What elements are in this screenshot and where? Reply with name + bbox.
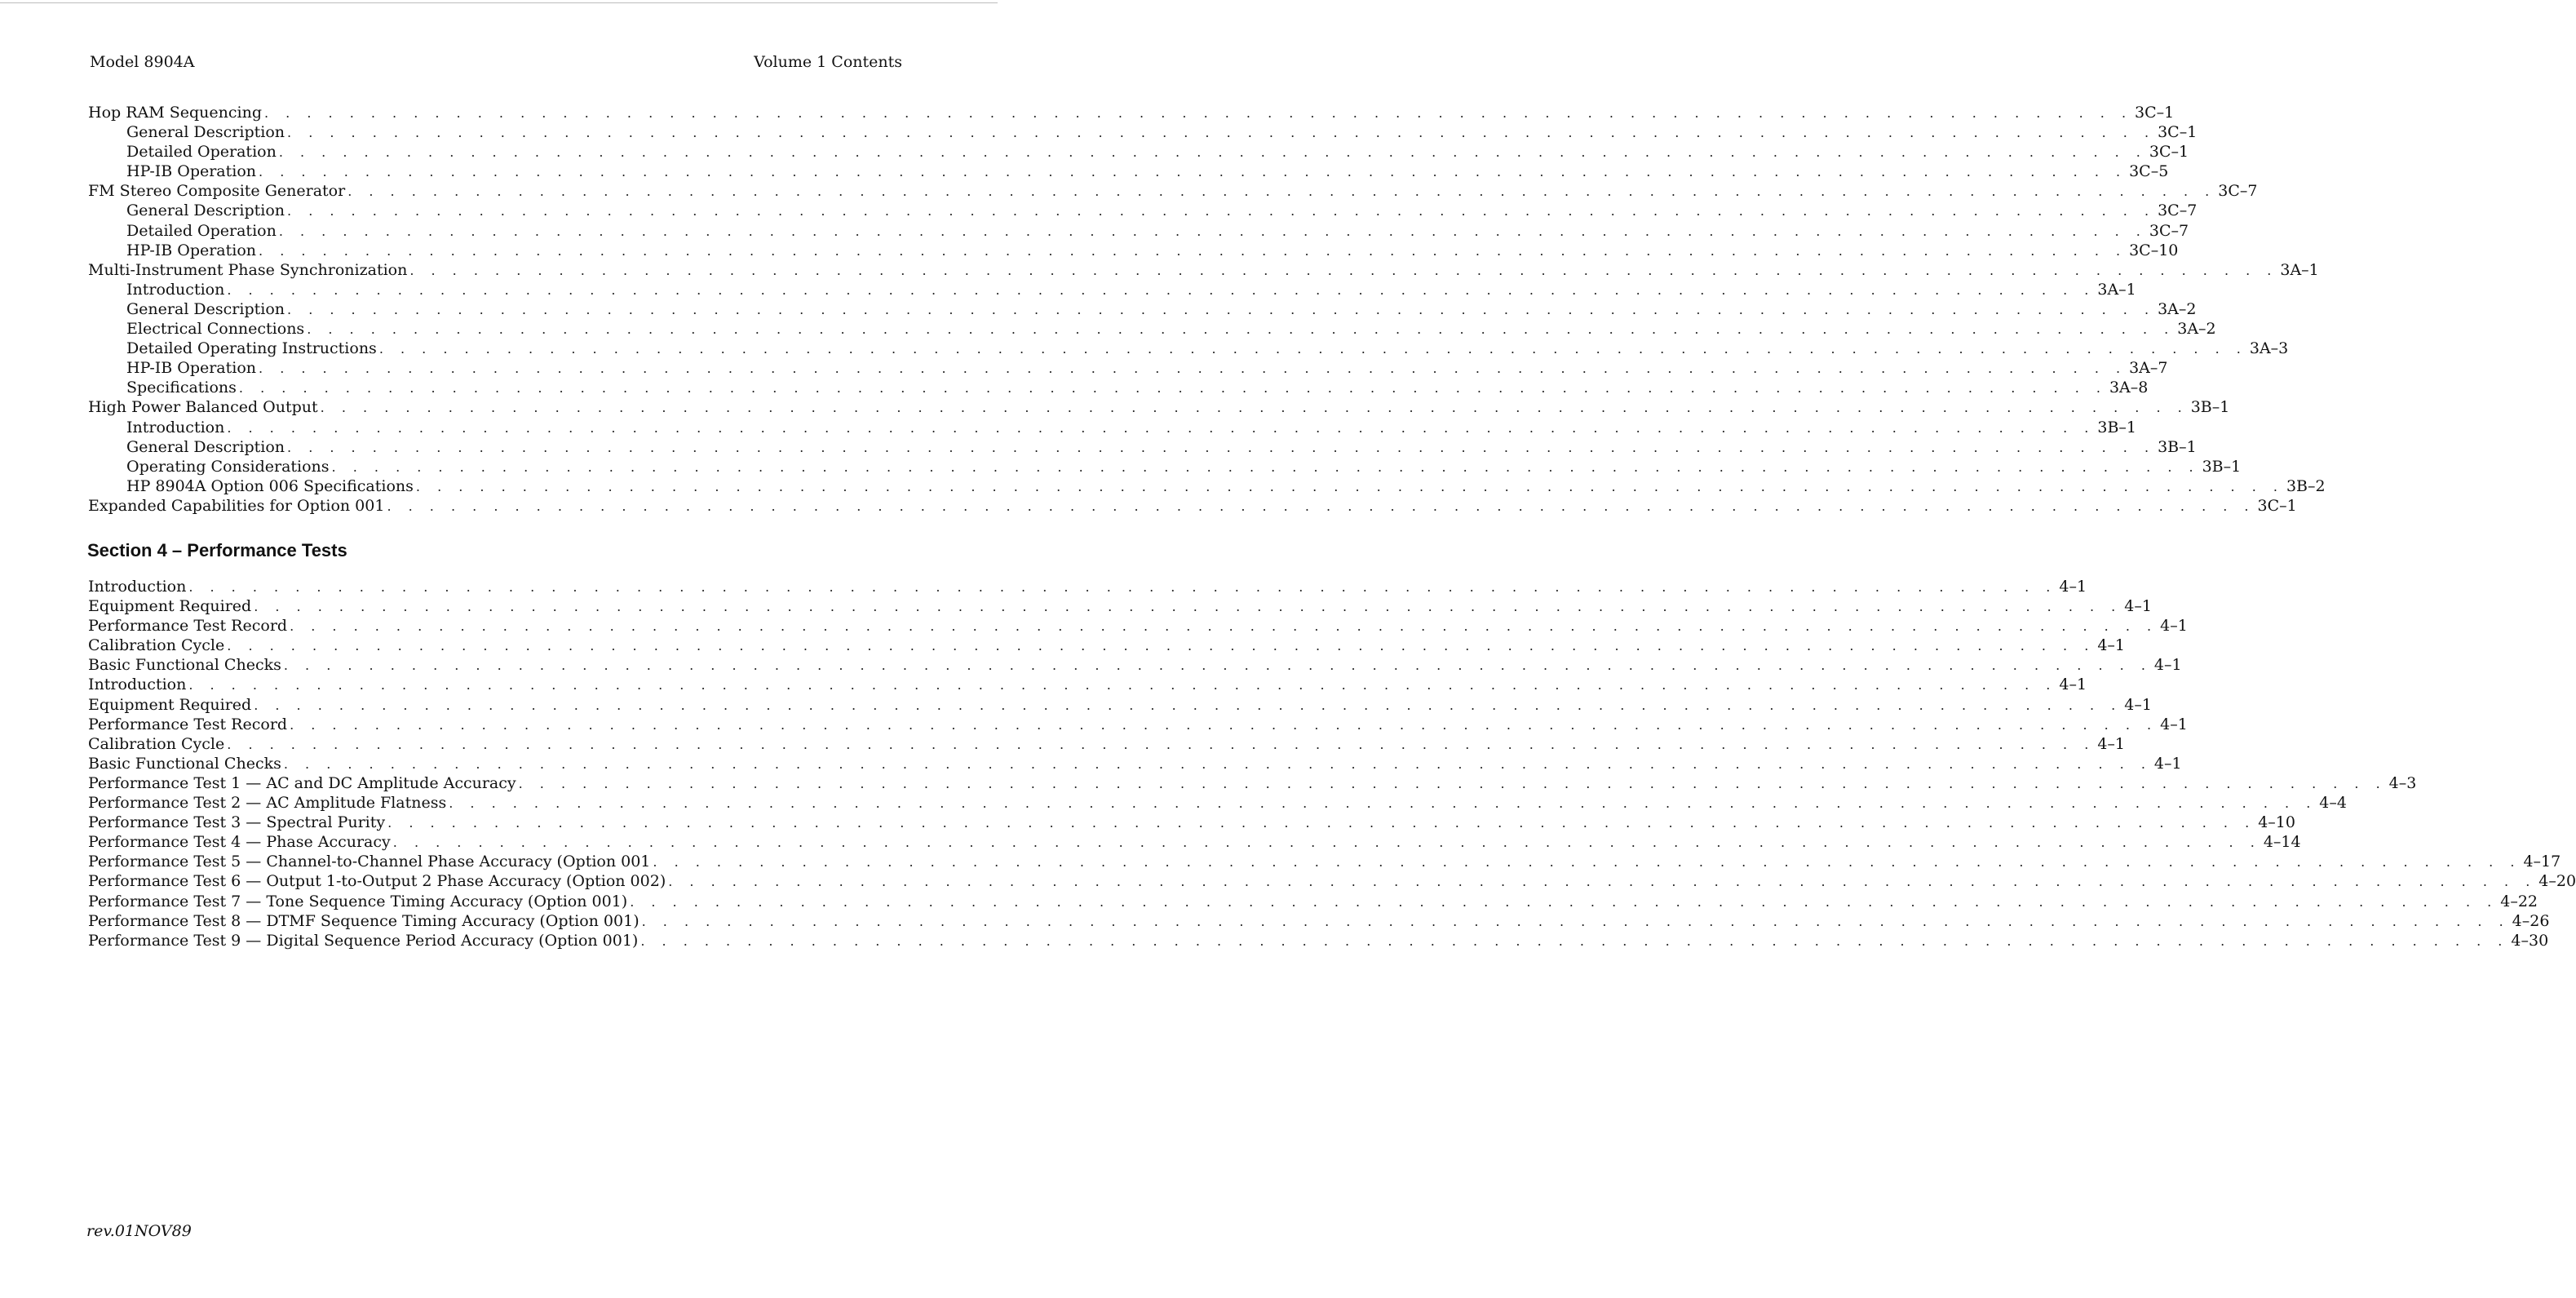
- toc-entry-page: 4–1: [2160, 715, 2188, 733]
- toc-entry[interactable]: [88, 103, 2175, 122]
- toc-entry-page: 3A–2: [2158, 299, 2197, 318]
- toc-entry-page: 3C–1: [2149, 143, 2189, 162]
- toc-entry-title: Operating Considerations: [126, 457, 330, 476]
- toc-entry-page: 3A–3: [2249, 339, 2289, 358]
- leader-dots: . . . . . . . . . . . . . . . . . . . . . . . . . . . . . . . . . . . . . . . . . . . . . . . . . . . . . . . . . . . . . . . . . . . . . . . . . . . . . . . . . . . . . . . .: [640, 933, 2509, 949]
- leader-dots: . . . . . . . . . . . . . . . . . . . . . . . . . . . . . . . . . . . . . . . . . . . . . . . . . . . . . . . . . . . . . . . . . . . . . . . . . . . . . . . . . . . . . . . .: [387, 498, 2255, 514]
- toc-entry[interactable]: [88, 931, 2549, 950]
- section-4-toc-list: [88, 577, 2576, 950]
- toc-entry-title: Equipment Required: [88, 597, 252, 616]
- leader-dots: . . . . . . . . . . . . . . . . . . . . . . . . . . . . . . . . . . . . . . . . . . . . . . . . . . . . . . . . . . . . . . . . . . . . . . . . . . . . . . . . . . . . . . . .: [387, 815, 2256, 831]
- toc-entry-title: Calibration Cycle: [88, 636, 225, 655]
- leader-dots: . . . . . . . . . . . . . . . . . . . . . . . . . . . . . . . . . . . . . . . . . . . . . . . . . . . . . . . . . . . . . . . . . . . . . . . . . . . . . . . . . . . . . . . .: [227, 638, 2096, 654]
- leader-dots: . . . . . . . . . . . . . . . . . . . . . . . . . . . . . . . . . . . . . . . . . . . . . . . . . . . . . . . . . . . . . . . . . . . . . . . . . . . . . . . . . . . . . . . .: [227, 281, 2096, 298]
- toc-entry[interactable]: [88, 754, 2182, 773]
- toc-entry[interactable]: [88, 378, 2149, 397]
- toc-entry[interactable]: [88, 675, 2087, 694]
- toc-entry-page: 4–1: [2160, 617, 2188, 636]
- toc-entry-title: Performance Test 2 — AC Amplitude Flatness: [88, 794, 447, 813]
- toc-entry-title: Expanded Capabilities for Option 001: [88, 496, 385, 515]
- section-4-heading: Section 4 – Performance Tests: [87, 540, 347, 560]
- leader-dots: . . . . . . . . . . . . . . . . . . . . . . . . . . . . . . . . . . . . . . . . . . . . . . . . . . . . . . . . . . . . . . . . . . . . . . . . . . . . . . . . . . . . . . . .: [320, 400, 2189, 416]
- toc-entry[interactable]: [88, 319, 2216, 339]
- toc-entry-title: Introduction: [126, 280, 225, 299]
- leader-dots: . . . . . . . . . . . . . . . . . . . . . . . . . . . . . . . . . . . . . . . . . . . . . . . . . . . . . . . . . . . . . . . . . . . . . . . . . . . . . . . . . . . . . . . .: [238, 380, 2107, 396]
- toc-entry[interactable]: [88, 201, 2198, 220]
- toc-entry-page: 4–22: [2500, 892, 2538, 910]
- toc-entry-page: 4–1: [2059, 578, 2087, 596]
- toc-entry[interactable]: [88, 122, 2198, 142]
- leader-dots: . . . . . . . . . . . . . . . . . . . . . . . . . . . . . . . . . . . . . . . . . . . . . . . . . . . . . . . . . . . . . . . . . . . . . . . . . . . . . . . . . . . . . . . .: [227, 736, 2096, 752]
- toc-entry-title: Specifications: [126, 379, 237, 397]
- toc-entry-title: General Description: [126, 299, 285, 318]
- toc-entry-title: Performance Test 5 — Channel-to-Channel Phase Accuracy (Option 001: [88, 853, 651, 871]
- leader-dots: . . . . . . . . . . . . . . . . . . . . . . . . . . . . . . . . . . . . . . . . . . . . . . . . . . . . . . . . . . . . . . . . . . . . . . . . . . . . . . . . . . . . . . . .: [254, 697, 2122, 713]
- leader-dots: . . . . . . . . . . . . . . . . . . . . . . . . . . . . . . . . . . . . . . . . . . . . . . . . . . . . . . . . . . . . . . . . . . . . . . . . . . . . . . . . . . . . . . . .: [264, 105, 2133, 121]
- toc-entry-title: Performance Test 9 — Digital Sequence Period Accuracy (Option 001): [88, 931, 639, 950]
- leader-dots: . . . . . . . . . . . . . . . . . . . . . . . . . . . . . . . . . . . . . . . . . . . . . . . . . . . . . . . . . . . . . . . . . . . . . . . . . . . . . . . . . . . . . . . .: [259, 164, 2127, 180]
- header-model: Model 8904A: [90, 53, 195, 71]
- toc-entry[interactable]: [88, 496, 2297, 516]
- toc-entry[interactable]: [88, 616, 2188, 636]
- toc-entry-page: 4–4: [2319, 794, 2347, 813]
- toc-entry[interactable]: [88, 734, 2125, 754]
- toc-entry-title: Calibration Cycle: [88, 734, 225, 753]
- toc-entry-title: Multi-Instrument Phase Synchronization: [88, 260, 408, 279]
- toc-entry[interactable]: [88, 221, 2189, 241]
- toc-entry-title: Introduction: [88, 676, 187, 694]
- toc-entry[interactable]: [88, 715, 2188, 734]
- toc-entry-title: Introduction: [88, 578, 187, 596]
- leader-dots: . . . . . . . . . . . . . . . . . . . . . . . . . . . . . . . . . . . . . . . . . . . . . . . . . . . . . . . . . . . . . . . . . . . . . . . . . . . . . . . . . . . . . . . .: [630, 893, 2499, 910]
- toc-entry-page: 4–20: [2538, 872, 2576, 891]
- leader-dots: . . . . . . . . . . . . . . . . . . . . . . . . . . . . . . . . . . . . . . . . . . . . . . . . . . . . . . . . . . . . . . . . . . . . . . . . . . . . . . . . . . . . . . . .: [287, 301, 2156, 317]
- toc-entry-title: HP-IB Operation: [126, 241, 257, 259]
- leader-dots: . . . . . . . . . . . . . . . . . . . . . . . . . . . . . . . . . . . . . . . . . . . . . . . . . . . . . . . . . . . . . . . . . . . . . . . . . . . . . . . . . . . . . . . .: [378, 341, 2247, 357]
- toc-entry[interactable]: [88, 892, 2538, 911]
- toc-entry[interactable]: [88, 655, 2182, 675]
- leader-dots: . . . . . . . . . . . . . . . . . . . . . . . . . . . . . . . . . . . . . . . . . . . . . . . . . . . . . . . . . . . . . . . . . . . . . . . . . . . . . . . . . . . . . . . .: [392, 835, 2261, 851]
- toc-entry-page: 3A–1: [2280, 260, 2319, 279]
- leader-dots: . . . . . . . . . . . . . . . . . . . . . . . . . . . . . . . . . . . . . . . . . . . . . . . . . . . . . . . . . . . . . . . . . . . . . . . . . . . . . . . . . . . . . . . .: [278, 144, 2147, 161]
- toc-entry[interactable]: [88, 577, 2087, 596]
- toc-entry-page: 3B–1: [2097, 418, 2137, 436]
- leader-dots: . . . . . . . . . . . . . . . . . . . . . . . . . . . . . . . . . . . . . . . . . . . . . . . . . . . . . . . . . . . . . . . . . . . . . . . . . . . . . . . . . . . . . . . .: [227, 419, 2096, 436]
- leader-dots: . . . . . . . . . . . . . . . . . . . . . . . . . . . . . . . . . . . . . . . . . . . . . . . . . . . . . . . . . . . . . . . . . . . . . . . . . . . . . . . . . . . . . . . .: [518, 775, 2387, 791]
- toc-entry-page: 4–1: [2124, 597, 2152, 616]
- toc-entry-page: 4–1: [2153, 656, 2182, 675]
- toc-entry[interactable]: [88, 636, 2125, 655]
- toc-entry-title: Electrical Connections: [126, 320, 305, 339]
- toc-entry-title: General Description: [126, 437, 285, 456]
- toc-entry-title: Detailed Operating Instructions: [126, 339, 377, 358]
- leader-dots: . . . . . . . . . . . . . . . . . . . . . . . . . . . . . . . . . . . . . . . . . . . . . . . . . . . . . . . . . . . . . . . . . . . . . . . . . . . . . . . . . . . . . . . .: [653, 854, 2521, 871]
- toc-entry-title: Hop RAM Sequencing: [88, 104, 262, 122]
- toc-continued-list: [88, 103, 2326, 516]
- toc-entry[interactable]: [88, 142, 2189, 162]
- leader-dots: . . . . . . . . . . . . . . . . . . . . . . . . . . . . . . . . . . . . . . . . . . . . . . . . . . . . . . . . . . . . . . . . . . . . . . . . . . . . . . . . . . . . . . . .: [347, 184, 2216, 200]
- toc-entry-page: 4–30: [2511, 931, 2549, 950]
- toc-entry-title: Basic Functional Checks: [88, 754, 281, 773]
- toc-entry[interactable]: [88, 437, 2197, 457]
- toc-entry-title: Performance Test Record: [88, 715, 288, 733]
- toc-entry-title: Performance Test Record: [88, 617, 288, 636]
- toc-entry-title: FM Stereo Composite Generator: [88, 182, 346, 201]
- leader-dots: . . . . . . . . . . . . . . . . . . . . . . . . . . . . . . . . . . . . . . . . . . . . . . . . . . . . . . . . . . . . . . . . . . . . . . . . . . . . . . . . . . . . . . . .: [415, 478, 2284, 494]
- toc-entry[interactable]: [88, 911, 2550, 931]
- toc-entry-title: Detailed Operation: [126, 221, 277, 240]
- toc-entry-page: 4–14: [2263, 833, 2301, 852]
- toc-entry[interactable]: [88, 457, 2242, 476]
- leader-dots: . . . . . . . . . . . . . . . . . . . . . . . . . . . . . . . . . . . . . . . . . . . . . . . . . . . . . . . . . . . . . . . . . . . . . . . . . . . . . . . . . . . . . . . .: [668, 874, 2537, 890]
- toc-entry-page: 3B–1: [2190, 398, 2230, 417]
- toc-entry-title: General Description: [126, 123, 285, 142]
- toc-entry-page: 3B–1: [2158, 437, 2197, 456]
- toc-entry-page: 4–1: [2097, 734, 2125, 753]
- toc-entry[interactable]: [88, 339, 2289, 358]
- leader-dots: . . . . . . . . . . . . . . . . . . . . . . . . . . . . . . . . . . . . . . . . . . . . . . . . . . . . . . . . . . . . . . . . . . . . . . . . . . . . . . . . . . . . . . . .: [287, 439, 2156, 455]
- toc-entry-page: 3C–1: [2257, 496, 2297, 515]
- toc-entry[interactable]: [88, 397, 2230, 417]
- toc-entry-page: 4–1: [2097, 636, 2125, 655]
- toc-entry-title: Performance Test 7 — Tone Sequence Timing Accuracy (Option 001): [88, 892, 628, 910]
- toc-entry-page: 4–17: [2523, 853, 2561, 871]
- toc-entry-page: 4–1: [2059, 676, 2087, 694]
- leader-dots: . . . . . . . . . . . . . . . . . . . . . . . . . . . . . . . . . . . . . . . . . . . . . . . . . . . . . . . . . . . . . . . . . . . . . . . . . . . . . . . . . . . . . . . .: [287, 125, 2156, 141]
- leader-dots: . . . . . . . . . . . . . . . . . . . . . . . . . . . . . . . . . . . . . . . . . . . . . . . . . . . . . . . . . . . . . . . . . . . . . . . . . . . . . . . . . . . . . . . .: [188, 579, 2057, 595]
- toc-entry-title: HP 8904A Option 006 Specifications: [126, 476, 414, 495]
- toc-entry-title: High Power Balanced Output: [88, 398, 318, 417]
- toc-entry[interactable]: [88, 418, 2137, 437]
- leader-dots: . . . . . . . . . . . . . . . . . . . . . . . . . . . . . . . . . . . . . . . . . . . . . . . . . . . . . . . . . . . . . . . . . . . . . . . . . . . . . . . . . . . . . . . .: [283, 658, 2152, 674]
- toc-entry[interactable]: [88, 358, 2168, 378]
- toc-entry-page: 3A–8: [2109, 379, 2149, 397]
- toc-entry-page: 3B–1: [2202, 457, 2242, 476]
- leader-dots: . . . . . . . . . . . . . . . . . . . . . . . . . . . . . . . . . . . . . . . . . . . . . . . . . . . . . . . . . . . . . . . . . . . . . . . . . . . . . . . . . . . . . . . .: [283, 755, 2152, 772]
- toc-entry-title: Performance Test 1 — AC and DC Amplitude Accuracy: [88, 773, 516, 792]
- toc-entry-page: 3C–7: [2218, 182, 2258, 201]
- toc-entry-title: Basic Functional Checks: [88, 656, 281, 675]
- toc-entry-title: HP-IB Operation: [126, 359, 257, 378]
- toc-entry-page: 4–1: [2124, 695, 2152, 714]
- toc-entry[interactable]: [88, 260, 2319, 280]
- toc-entry[interactable]: [88, 695, 2152, 715]
- toc-entry-page: 3C–5: [2129, 162, 2169, 181]
- leader-dots: . . . . . . . . . . . . . . . . . . . . . . . . . . . . . . . . . . . . . . . . . . . . . . . . . . . . . . . . . . . . . . . . . . . . . . . . . . . . . . . . . . . . . . . .: [259, 242, 2127, 259]
- toc-entry-title: Performance Test 8 — DTMF Sequence Timing Accuracy (Option 001): [88, 911, 640, 930]
- leader-dots: . . . . . . . . . . . . . . . . . . . . . . . . . . . . . . . . . . . . . . . . . . . . . . . . . . . . . . . . . . . . . . . . . . . . . . . . . . . . . . . . . . . . . . . .: [278, 223, 2147, 239]
- leader-dots: . . . . . . . . . . . . . . . . . . . . . . . . . . . . . . . . . . . . . . . . . . . . . . . . . . . . . . . . . . . . . . . . . . . . . . . . . . . . . . . . . . . . . . . .: [290, 618, 2158, 635]
- header-volume-contents: Volume 1 Contents: [754, 53, 902, 71]
- toc-entry-page: 3C–7: [2149, 221, 2189, 240]
- toc-entry-page: 4–10: [2258, 813, 2295, 832]
- toc-entry[interactable]: [88, 280, 2136, 299]
- leader-dots: . . . . . . . . . . . . . . . . . . . . . . . . . . . . . . . . . . . . . . . . . . . . . . . . . . . . . . . . . . . . . . . . . . . . . . . . . . . . . . . . . . . . . . . .: [449, 795, 2317, 812]
- leader-dots: . . . . . . . . . . . . . . . . . . . . . . . . . . . . . . . . . . . . . . . . . . . . . . . . . . . . . . . . . . . . . . . . . . . . . . . . . . . . . . . . . . . . . . . .: [259, 361, 2127, 377]
- toc-entry[interactable]: [88, 773, 2417, 793]
- leader-dots: . . . . . . . . . . . . . . . . . . . . . . . . . . . . . . . . . . . . . . . . . . . . . . . . . . . . . . . . . . . . . . . . . . . . . . . . . . . . . . . . . . . . . . . .: [287, 203, 2156, 219]
- toc-entry[interactable]: [88, 181, 2258, 201]
- toc-entry[interactable]: [88, 241, 2179, 260]
- toc-entry-page: 4–26: [2512, 911, 2550, 930]
- toc-entry-page: 3C–1: [2158, 123, 2198, 142]
- leader-dots: . . . . . . . . . . . . . . . . . . . . . . . . . . . . . . . . . . . . . . . . . . . . . . . . . . . . . . . . . . . . . . . . . . . . . . . . . . . . . . . . . . . . . . . .: [641, 913, 2510, 929]
- toc-entry-page: 3C–7: [2158, 202, 2198, 220]
- toc-entry-page: 3C–1: [2135, 104, 2175, 122]
- toc-entry-title: Performance Test 3 — Spectral Purity: [88, 813, 386, 832]
- toc-entry[interactable]: [88, 299, 2197, 319]
- toc-entry-page: 4–1: [2153, 754, 2182, 773]
- leader-dots: . . . . . . . . . . . . . . . . . . . . . . . . . . . . . . . . . . . . . . . . . . . . . . . . . . . . . . . . . . . . . . . . . . . . . . . . . . . . . . . . . . . . . . . .: [307, 321, 2175, 338]
- toc-entry-page: 3C–10: [2129, 241, 2179, 259]
- toc-entry-page: 4–3: [2388, 773, 2417, 792]
- toc-entry[interactable]: [88, 596, 2152, 616]
- toc-entry[interactable]: [88, 832, 2301, 852]
- toc-entry-page: 3B–2: [2286, 476, 2326, 495]
- toc-entry-title: General Description: [126, 202, 285, 220]
- toc-entry-page: 3A–1: [2097, 280, 2136, 299]
- toc-entry[interactable]: [88, 476, 2326, 496]
- toc-entry-title: Performance Test 4 — Phase Accuracy: [88, 833, 391, 852]
- leader-dots: . . . . . . . . . . . . . . . . . . . . . . . . . . . . . . . . . . . . . . . . . . . . . . . . . . . . . . . . . . . . . . . . . . . . . . . . . . . . . . . . . . . . . . . .: [188, 677, 2057, 693]
- leader-dots: . . . . . . . . . . . . . . . . . . . . . . . . . . . . . . . . . . . . . . . . . . . . . . . . . . . . . . . . . . . . . . . . . . . . . . . . . . . . . . . . . . . . . . . .: [290, 716, 2158, 733]
- toc-entry-page: 3A–2: [2177, 320, 2216, 339]
- toc-entry[interactable]: [88, 852, 2561, 871]
- toc-entry-title: Performance Test 6 — Output 1-to-Output 2 Phase Accuracy (Option 002): [88, 872, 666, 891]
- toc-entry-title: Detailed Operation: [126, 143, 277, 162]
- leader-dots: . . . . . . . . . . . . . . . . . . . . . . . . . . . . . . . . . . . . . . . . . . . . . . . . . . . . . . . . . . . . . . . . . . . . . . . . . . . . . . . . . . . . . . . .: [254, 599, 2122, 615]
- toc-entry[interactable]: [88, 162, 2169, 181]
- revision-footer: rev.01NOV89: [86, 1222, 192, 1240]
- scan-edge-line: [0, 2, 998, 3]
- toc-entry-page: 3A–7: [2129, 359, 2168, 378]
- toc-entry-title: HP-IB Operation: [126, 162, 257, 181]
- toc-entry[interactable]: [88, 813, 2295, 832]
- leader-dots: . . . . . . . . . . . . . . . . . . . . . . . . . . . . . . . . . . . . . . . . . . . . . . . . . . . . . . . . . . . . . . . . . . . . . . . . . . . . . . . . . . . . . . . .: [409, 262, 2278, 278]
- toc-entry[interactable]: [88, 793, 2347, 813]
- leader-dots: . . . . . . . . . . . . . . . . . . . . . . . . . . . . . . . . . . . . . . . . . . . . . . . . . . . . . . . . . . . . . . . . . . . . . . . . . . . . . . . . . . . . . . . .: [331, 459, 2200, 475]
- toc-entry-title: Equipment Required: [88, 695, 252, 714]
- toc-entry[interactable]: [88, 871, 2576, 891]
- toc-entry-title: Introduction: [126, 418, 225, 436]
